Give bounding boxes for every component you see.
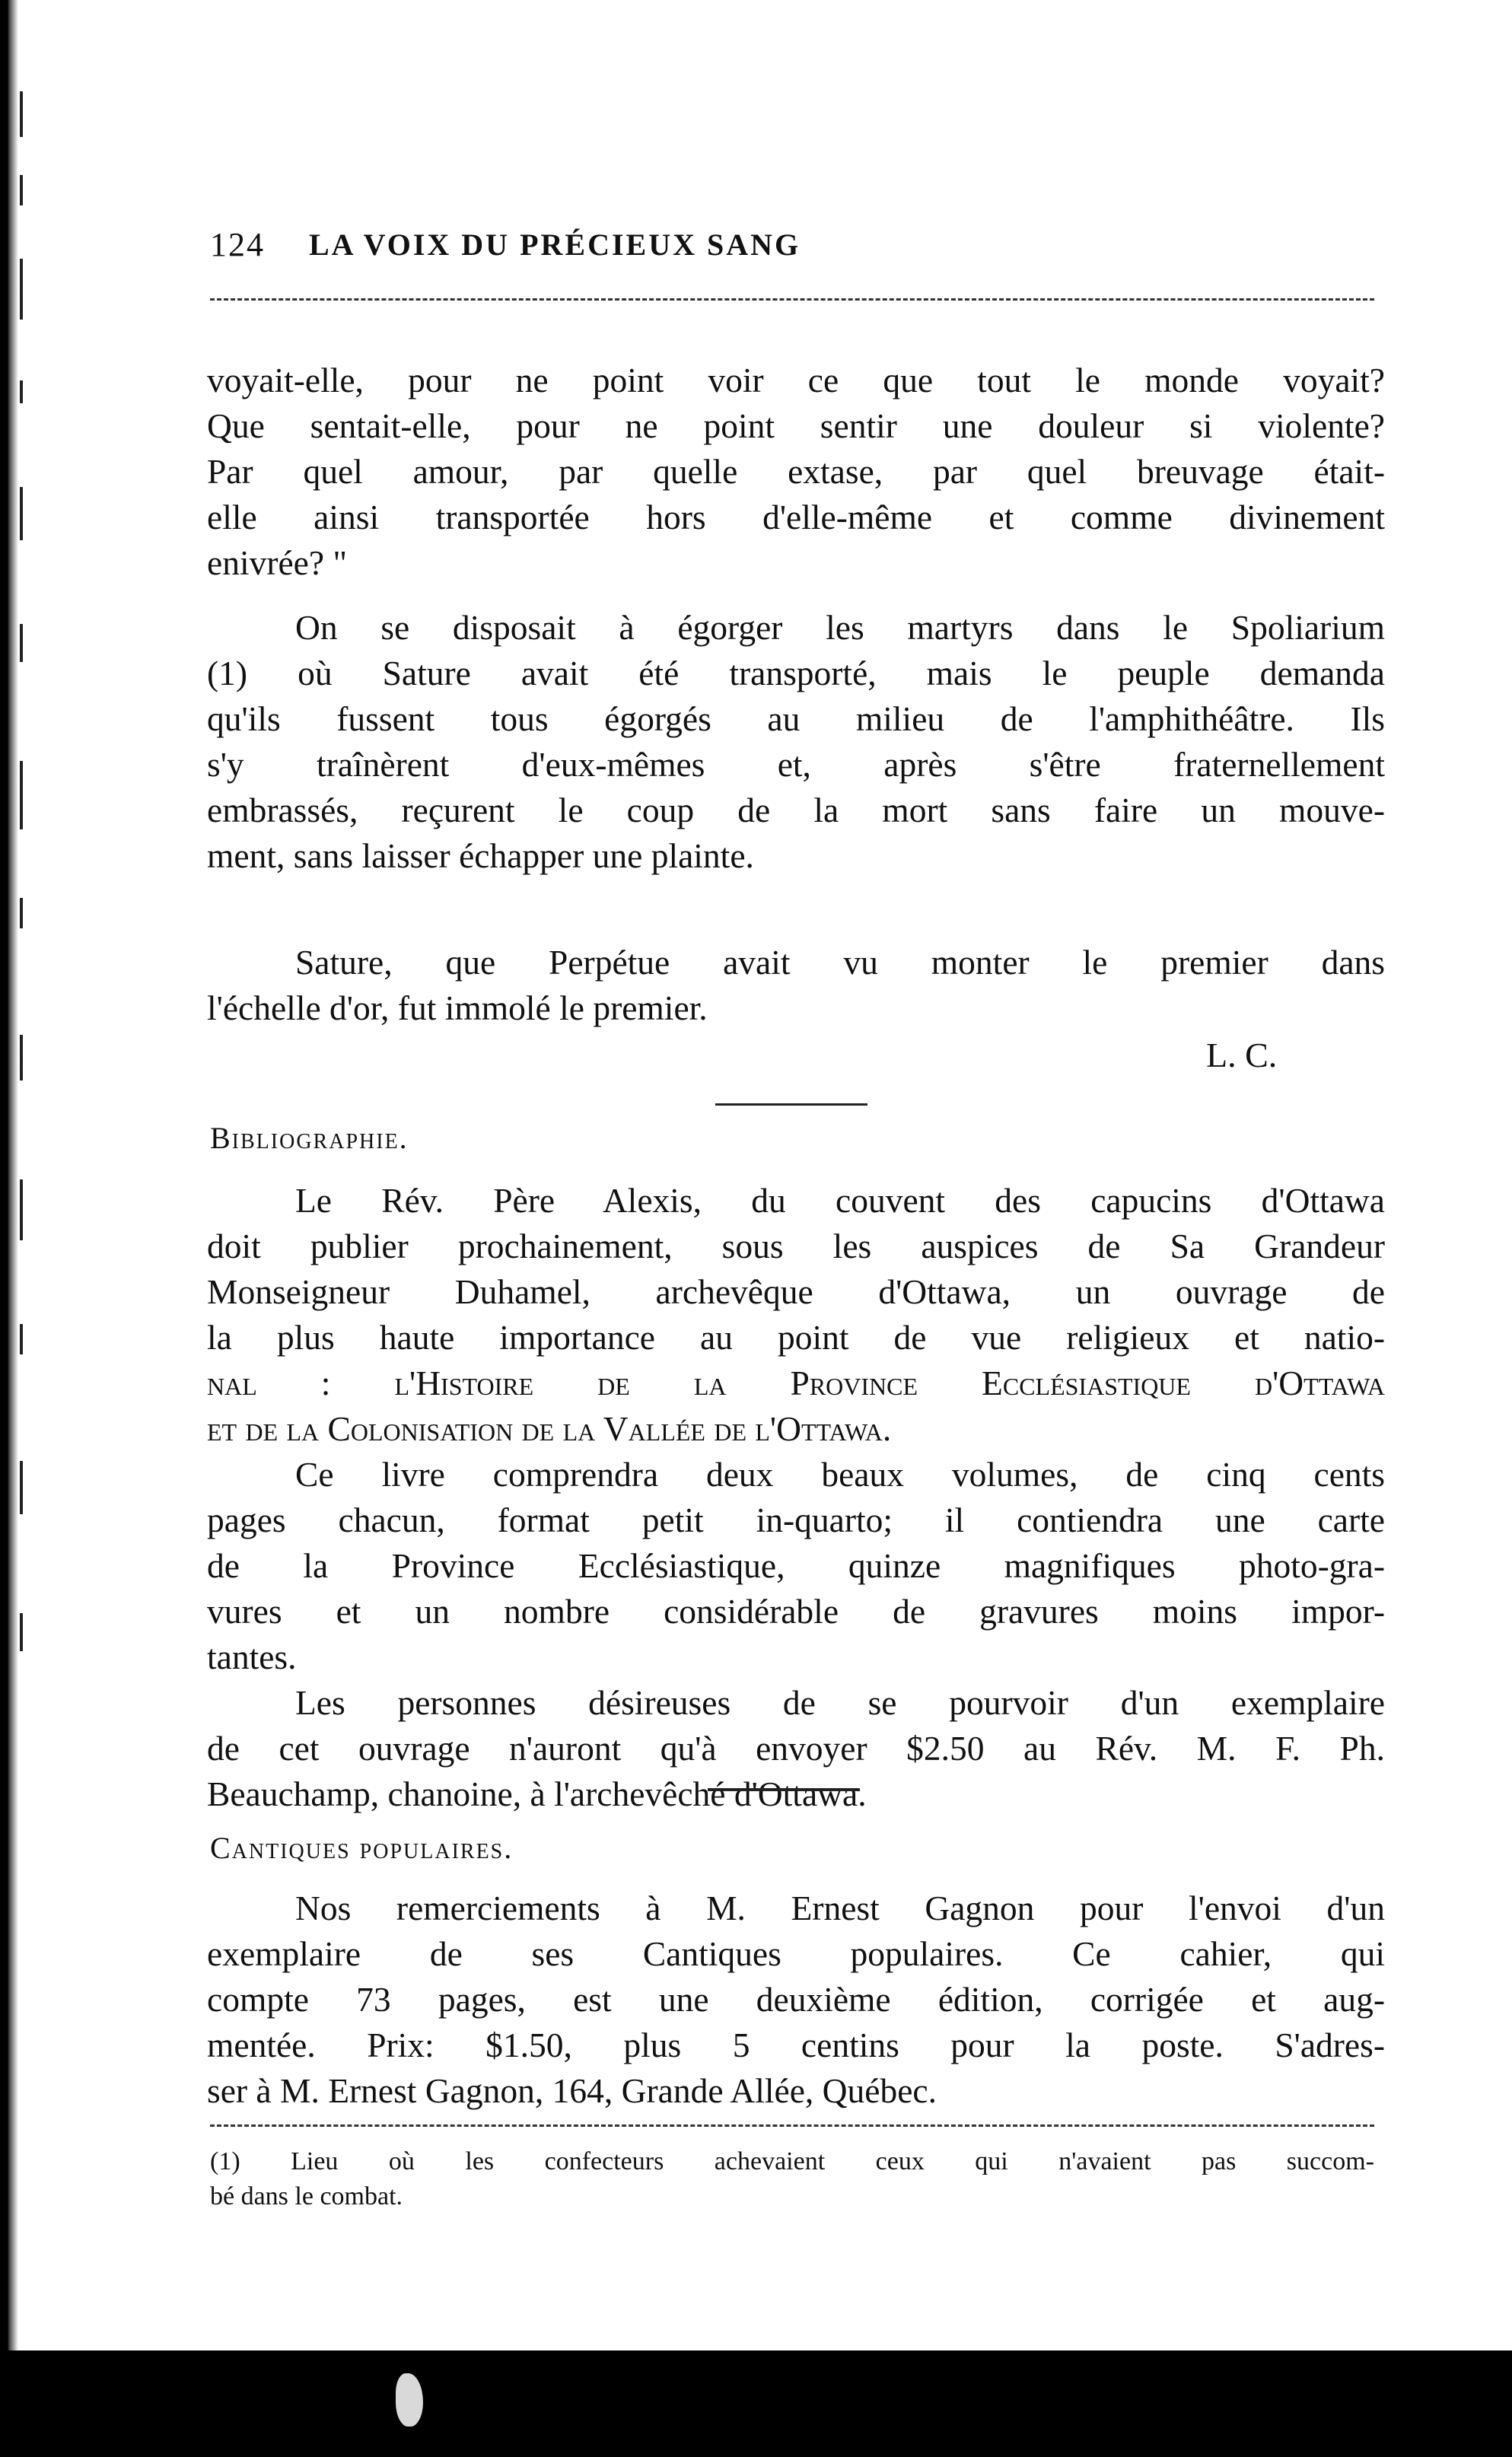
text-line: Que sentait-elle, pour ne point sentir une douleur si violente?	[207, 406, 1385, 445]
text-line: mentée. Prix: $1.50, plus 5 centins pour la poste. S'adres-	[207, 2026, 1385, 2064]
text-line: exemplaire de ses Cantiques populaires. Ce cahier, qui	[207, 1934, 1385, 1973]
text-line: enivrée? "	[207, 543, 348, 582]
text-line: Ce livre comprendra deux beaux volumes, de cinq cents	[295, 1455, 1385, 1494]
cantiques-paragraph	[207, 1886, 1385, 2114]
text-line: Par quel amour, par quelle extase, par quel breuvage était-	[207, 452, 1385, 491]
scan-smudge	[396, 2373, 423, 2427]
text-line: de cet ouvrage n'auront qu'à envoyer $2.50 au Rév. M. F. Ph.	[207, 1729, 1385, 1768]
text-line: Beauchamp, chanoine, à l'archevêché d'Ottawa.	[207, 1774, 867, 1813]
text-line: embrassés, reçurent le coup de la mort sans faire un mouve-	[207, 791, 1385, 829]
text-line: nal : l'Histoire de la Province Ecclésiastique d'Ottawa	[207, 1364, 1385, 1402]
binding-edge	[0, 0, 18, 2457]
section-separator	[708, 1788, 860, 1791]
text-line: ser à M. Ernest Gagnon, 164, Grande Allée, Québec.	[207, 2071, 937, 2110]
paragraph-continuation	[207, 358, 1385, 586]
bibliographie-paragraph-3	[207, 1680, 1385, 1817]
text-line: On se disposait à égorger les martyrs dans le Spoliarium	[295, 608, 1385, 647]
text-line: Nos remerciements à M. Ernest Gagnon pour l'envoi d'un	[295, 1889, 1385, 1927]
text-line: Le Rév. Père Alexis, du couvent des capucins d'Ottawa	[295, 1181, 1385, 1220]
footnote	[210, 2144, 1374, 2214]
footnote-rule	[210, 2124, 1374, 2127]
text-line: doit publier prochainement, sous les auspices de Sa Grandeur	[207, 1227, 1385, 1265]
text-line: Sature, que Perpétue avait vu monter le premier dans	[295, 943, 1385, 982]
text-line: et de la Colonisation de la Vallée de l'Ottawa.	[207, 1409, 892, 1448]
text-line: tantes.	[207, 1637, 297, 1676]
bibliographie-heading: Bibliographie.	[210, 1121, 409, 1155]
bibliographie-paragraph-2	[207, 1452, 1385, 1680]
footnote-line: bé dans le combat.	[210, 2182, 403, 2210]
text-line: pages chacun, format petit in-quarto; il contiendra une carte	[207, 1501, 1385, 1539]
text-line: la plus haute importance au point de vue religieux et natio-	[207, 1318, 1385, 1357]
paragraph-martyrs	[207, 605, 1385, 879]
paragraph-sature	[207, 940, 1385, 1031]
section-separator	[715, 1103, 867, 1106]
page-header	[210, 225, 1374, 278]
running-head: LA VOIX DU PRÉCIEUX SANG	[309, 228, 801, 262]
text-line: compte 73 pages, est une deuxième édition, corrigée et aug-	[207, 1980, 1385, 2019]
text-line: s'y traînèrent d'eux-mêmes et, après s'être fraternellement	[207, 745, 1385, 784]
author-signature: L. C.	[1206, 1036, 1278, 1074]
text-line: ment, sans laisser échapper une plainte.	[207, 836, 754, 875]
text-line: Monseigneur Duhamel, archevêque d'Ottawa, un ouvrage de	[207, 1272, 1385, 1311]
text-line: voyait-elle, pour ne point voir ce que tout le monde voyait?	[207, 361, 1385, 399]
cantiques-heading: Cantiques populaires.	[210, 1831, 514, 1865]
scan-bottom-band	[0, 2350, 1512, 2457]
text-line: vures et un nombre considérable de gravures moins impor-	[207, 1592, 1385, 1631]
scan-edge-marks	[20, 91, 50, 1765]
bibliographie-paragraph-1	[207, 1178, 1385, 1452]
header-rule	[210, 298, 1374, 301]
text-line: (1) où Sature avait été transporté, mais le peuple demanda	[207, 654, 1385, 692]
text-line: elle ainsi transportée hors d'elle-même et comme divinement	[207, 498, 1385, 536]
text-line: qu'ils fussent tous égorgés au milieu de l'amphithéâtre. Ils	[207, 699, 1385, 738]
text-line: l'échelle d'or, fut immolé le premier.	[207, 988, 708, 1027]
page-number: 124	[210, 226, 265, 263]
text-line: Les personnes désireuses de se pourvoir d'un exemplaire	[295, 1683, 1385, 1722]
footnote-line: (1) Lieu où les confecteurs achevaient ceux qui n'avaient pas succom-	[210, 2147, 1374, 2175]
text-line: de la Province Ecclésiastique, quinze magnifiques photo-gra-	[207, 1546, 1385, 1585]
